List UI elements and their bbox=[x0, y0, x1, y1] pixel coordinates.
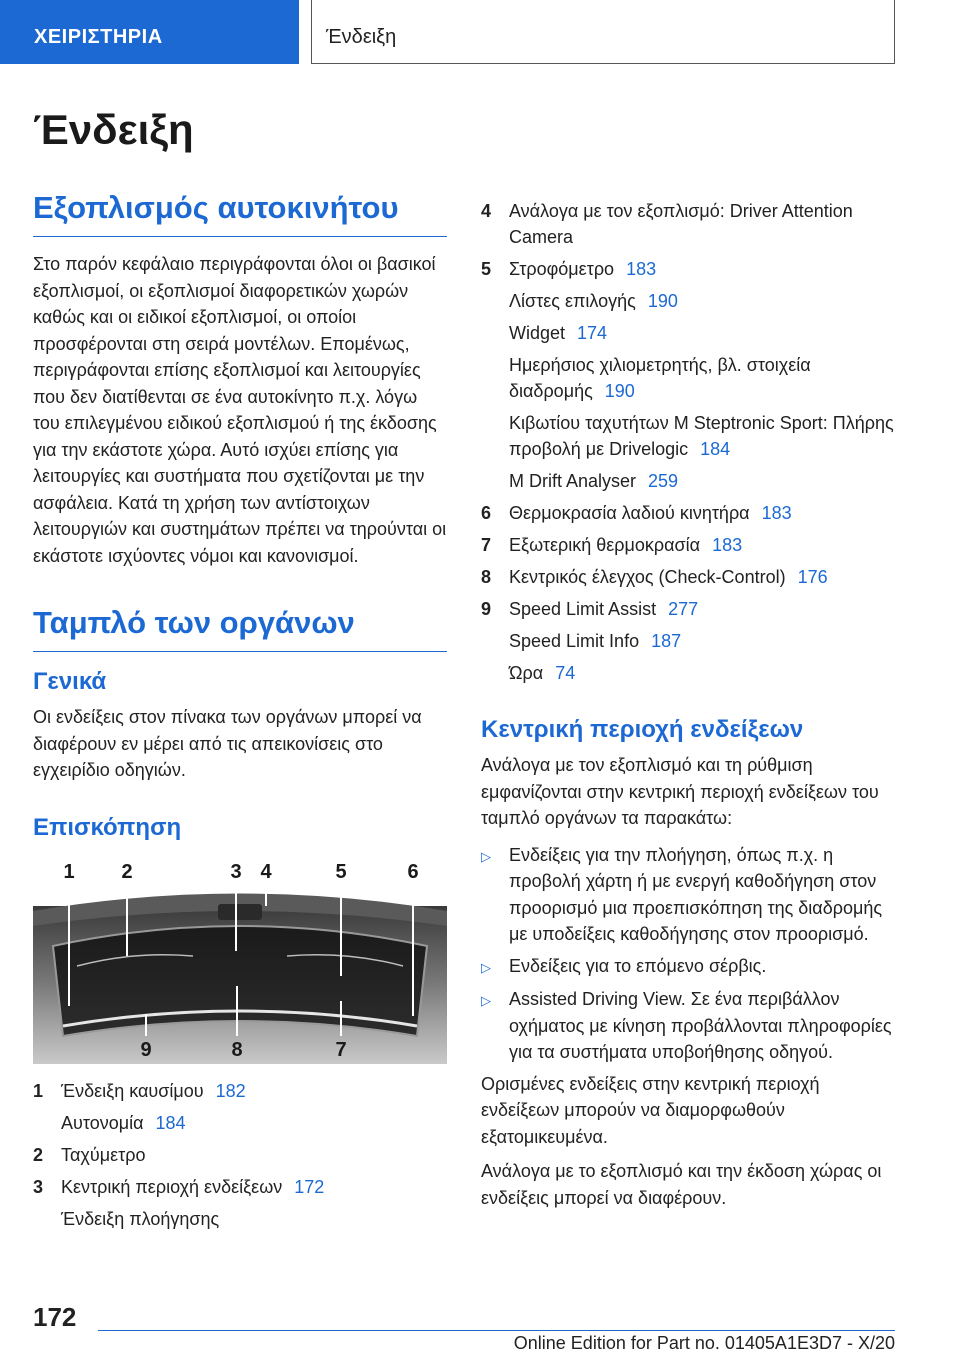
central-outro-1: Ορισμένες ενδείξεις στην κεντρική περιοχή ενδείξεων μπορούν να διαμορφωθούν εξατομικευμένα. bbox=[481, 1073, 820, 1147]
legend-item bbox=[481, 410, 895, 462]
callout-9: 9 bbox=[140, 1038, 152, 1061]
legend-list-right bbox=[481, 198, 895, 686]
legend-item bbox=[481, 320, 895, 346]
legend-number: 5 bbox=[481, 259, 492, 279]
page-reference-link[interactable]: 182 bbox=[215, 1080, 246, 1101]
legend-item bbox=[481, 628, 895, 654]
legend-number: 9 bbox=[481, 599, 492, 619]
legend-item bbox=[481, 532, 895, 558]
callout-4: 4 bbox=[260, 860, 272, 883]
legend-number bbox=[481, 320, 509, 346]
legend-label: Θερμοκρασία λαδιού κινητήρα bbox=[509, 503, 750, 523]
central-outro-2: Ανάλογα με το εξοπλισμό και την έκδοση χώρας οι ενδείξεις μπορεί να διαφέρουν. bbox=[481, 1161, 882, 1208]
bullet-text: Assisted Driving View. Σε ένα περιβάλλον οχήματος με κίνηση προβάλλονται πληροφορίες για τα συστήματα υποβοήθησης οδηγού. bbox=[509, 989, 892, 1062]
central-bullets bbox=[481, 842, 895, 1066]
legend-number: 8 bbox=[481, 567, 492, 587]
legend-number bbox=[481, 468, 509, 494]
page-reference-link[interactable]: 190 bbox=[604, 381, 635, 401]
legend-label: Ανάλογα με τον εξοπλισμό: Driver Attention Camera bbox=[509, 201, 853, 247]
legend-label: M Drift Analyser bbox=[509, 471, 637, 491]
legend-item bbox=[33, 1174, 447, 1200]
legend-label: Κιβωτίου ταχυτήτων M Steptronic Sport: Πλήρης προβολή με Drivelogic bbox=[509, 413, 894, 459]
legend-number: 4 bbox=[481, 201, 492, 221]
bullet-text: Ενδείξεις για την πλοήγηση, όπως π.χ. η προβολή χάρτη ή με ενεργή καθοδήγηση στον προορισμό μια προεπισκόπηση της διαδρομής με υποδείξεις καθοδήγησης στον προορισμό. bbox=[509, 844, 883, 944]
legend-item bbox=[481, 500, 895, 526]
equipment-body: Στο παρόν κεφάλαιο περιγράφονται όλοι οι βασικοί εξοπλισμοί, οι εξοπλισμοί διαφορετικών χωρών καθώς και οι ειδικοί εξοπλισμοί, οι οποίοι προσφέρονται στη σειρά μοντέλων. Επομένως, περιγράφονται επίσης εξοπλισμοί και λειτουργίες που δεν διατίθενται σε ένα αυτοκίνητο π.χ. λόγω του επιλεγμένου ειδικού εξοπλισμού ή της έκδοσης για την εκάστοτε χώρα. Αυτό ισχύει επίσης για λειτουργίες και συστήματα που σχετίζονται με την ασφάλεια. Κατά τη χρήση των αντίστοιχων λειτουργιών και συστημάτων πρέπει να τηρούνται οι εκάστοτε ισχύοντες νόμοι και κανονισμοί. bbox=[33, 254, 447, 566]
callout-3: 3 bbox=[230, 860, 242, 883]
page-reference-link[interactable]: 184 bbox=[700, 439, 731, 459]
legend-text bbox=[509, 288, 895, 314]
legend-number: 6 bbox=[481, 503, 492, 523]
legend-label: Widget bbox=[509, 323, 566, 343]
instrument-cluster-illustration bbox=[33, 856, 447, 1064]
legend-number bbox=[33, 1110, 61, 1136]
page-reference-link[interactable]: 172 bbox=[294, 1176, 325, 1197]
page-number: 172 bbox=[33, 1302, 77, 1332]
legend-label: Speed Limit Info bbox=[509, 631, 640, 651]
legend-text bbox=[61, 1142, 447, 1168]
page-reference-link[interactable]: 183 bbox=[761, 503, 792, 523]
legend-text bbox=[509, 352, 895, 404]
legend-label: Αυτονομία bbox=[61, 1112, 144, 1133]
page-reference-link[interactable]: 174 bbox=[577, 323, 608, 343]
legend-text bbox=[509, 256, 895, 282]
page-reference-link[interactable]: 184 bbox=[155, 1112, 186, 1133]
legend-label: Εξωτερική θερμοκρασία bbox=[509, 535, 701, 555]
legend-label: Ώρα bbox=[509, 663, 544, 683]
legend-item bbox=[33, 1142, 447, 1168]
legend-item bbox=[481, 288, 895, 314]
page-section-label: Ένδειξη bbox=[311, 0, 895, 64]
page-reference-link[interactable]: 277 bbox=[668, 599, 699, 619]
legend-item bbox=[481, 596, 895, 622]
legend-text bbox=[509, 468, 895, 494]
legend-number bbox=[481, 410, 509, 462]
page-reference-link[interactable]: 259 bbox=[648, 471, 679, 491]
footer-divider bbox=[98, 1330, 895, 1331]
legend-label: Ένδειξη καυσίμου bbox=[61, 1080, 204, 1101]
legend-label: Ημερήσιος χιλιομετρητής, βλ. στοιχεία διαδρομής bbox=[509, 355, 811, 401]
legend-number bbox=[481, 628, 509, 654]
bullet-item bbox=[481, 986, 895, 1066]
page-reference-link[interactable]: 190 bbox=[647, 291, 678, 311]
bullet-item bbox=[481, 842, 895, 948]
legend-label: Ταχύμετρο bbox=[61, 1144, 146, 1165]
callout-6: 6 bbox=[407, 860, 419, 883]
legend-text bbox=[509, 500, 895, 526]
legend-item bbox=[481, 660, 895, 686]
general-heading: Γενικά bbox=[33, 668, 107, 695]
general-body: Οι ενδείξεις στον πίνακα των οργάνων μπορεί να διαφέρουν εν μέρει από τις απεικονίσεις στο εγχειρίδιο οδηγιών. bbox=[33, 707, 422, 780]
bullet-item bbox=[481, 953, 895, 982]
legend-text bbox=[61, 1174, 447, 1200]
legend-item bbox=[33, 1110, 447, 1136]
callout-1: 1 bbox=[63, 860, 75, 883]
legend-text bbox=[509, 628, 895, 654]
bullet-text: Ενδείξεις για το επόμενο σέρβις. bbox=[509, 955, 767, 976]
central-intro: Ανάλογα με τον εξοπλισμό και τη ρύθμιση εμφανίζονται στην κεντρική περιοχή ενδείξεων του ταμπλό οργάνων τα παρακάτω: bbox=[481, 755, 879, 828]
legend-text bbox=[509, 564, 895, 590]
central-display-heading: Κεντρική περιοχή ενδείξεων bbox=[481, 716, 804, 743]
equipment-heading: Εξοπλισμός αυτοκινήτου bbox=[33, 190, 447, 237]
triangle-bullet-icon: ▷ bbox=[481, 959, 491, 975]
page-reference-link[interactable]: 74 bbox=[555, 663, 576, 683]
legend-text bbox=[509, 660, 895, 686]
legend-number bbox=[33, 1206, 61, 1232]
legend-text bbox=[61, 1078, 447, 1104]
legend-text bbox=[61, 1110, 447, 1136]
cluster-heading: Ταμπλό των οργάνων bbox=[33, 605, 447, 652]
page-reference-link[interactable]: 176 bbox=[797, 567, 828, 587]
page-title: Ένδειξη bbox=[33, 106, 194, 153]
legend-label: Κεντρικός έλεγχος (Check-Control) bbox=[509, 567, 786, 587]
legend-text bbox=[509, 198, 895, 250]
legend-item bbox=[481, 198, 895, 250]
triangle-bullet-icon: ▷ bbox=[481, 848, 491, 864]
legend-text bbox=[61, 1206, 447, 1232]
legend-list-left bbox=[33, 1078, 447, 1232]
legend-text bbox=[509, 532, 895, 558]
legend-item bbox=[481, 352, 895, 404]
legend-label: Στροφόμετρο bbox=[509, 259, 615, 279]
legend-text bbox=[509, 410, 895, 462]
legend-number: 3 bbox=[33, 1176, 44, 1197]
legend-item bbox=[33, 1078, 447, 1104]
triangle-bullet-icon: ▷ bbox=[481, 993, 491, 1008]
legend-item bbox=[481, 564, 895, 590]
right-column bbox=[481, 198, 895, 1211]
edition-footer: Online Edition for Part no. 01405A1E3D7 - X/20 bbox=[513, 1333, 895, 1353]
callout-5: 5 bbox=[335, 860, 347, 883]
legend-item bbox=[33, 1206, 447, 1232]
legend-number bbox=[481, 352, 509, 404]
legend-number: 2 bbox=[33, 1144, 44, 1165]
legend-label: Κεντρική περιοχή ενδείξεων bbox=[61, 1176, 283, 1197]
legend-text bbox=[509, 596, 895, 622]
legend-label: Speed Limit Assist bbox=[509, 599, 657, 619]
legend-item bbox=[481, 468, 895, 494]
legend-item bbox=[481, 256, 895, 282]
left-column bbox=[33, 190, 447, 1238]
legend-label: Ένδειξη πλοήγησης bbox=[61, 1208, 220, 1229]
page-reference-link[interactable]: 183 bbox=[626, 259, 657, 279]
legend-text bbox=[509, 320, 895, 346]
legend-number: 7 bbox=[481, 535, 492, 555]
legend-number bbox=[481, 660, 509, 686]
callout-2: 2 bbox=[121, 860, 133, 883]
overview-heading: Επισκόπηση bbox=[33, 813, 182, 841]
section-tab: ΧΕΙΡΙΣΤΗΡΙΑ bbox=[0, 0, 299, 64]
page-reference-link[interactable]: 183 bbox=[712, 535, 743, 555]
callout-8: 8 bbox=[231, 1038, 243, 1061]
page-reference-link[interactable]: 187 bbox=[651, 631, 682, 651]
legend-label: Λίστες επιλογής bbox=[509, 291, 636, 311]
callout-7: 7 bbox=[335, 1038, 347, 1061]
legend-number bbox=[481, 288, 509, 314]
legend-number: 1 bbox=[33, 1080, 44, 1101]
